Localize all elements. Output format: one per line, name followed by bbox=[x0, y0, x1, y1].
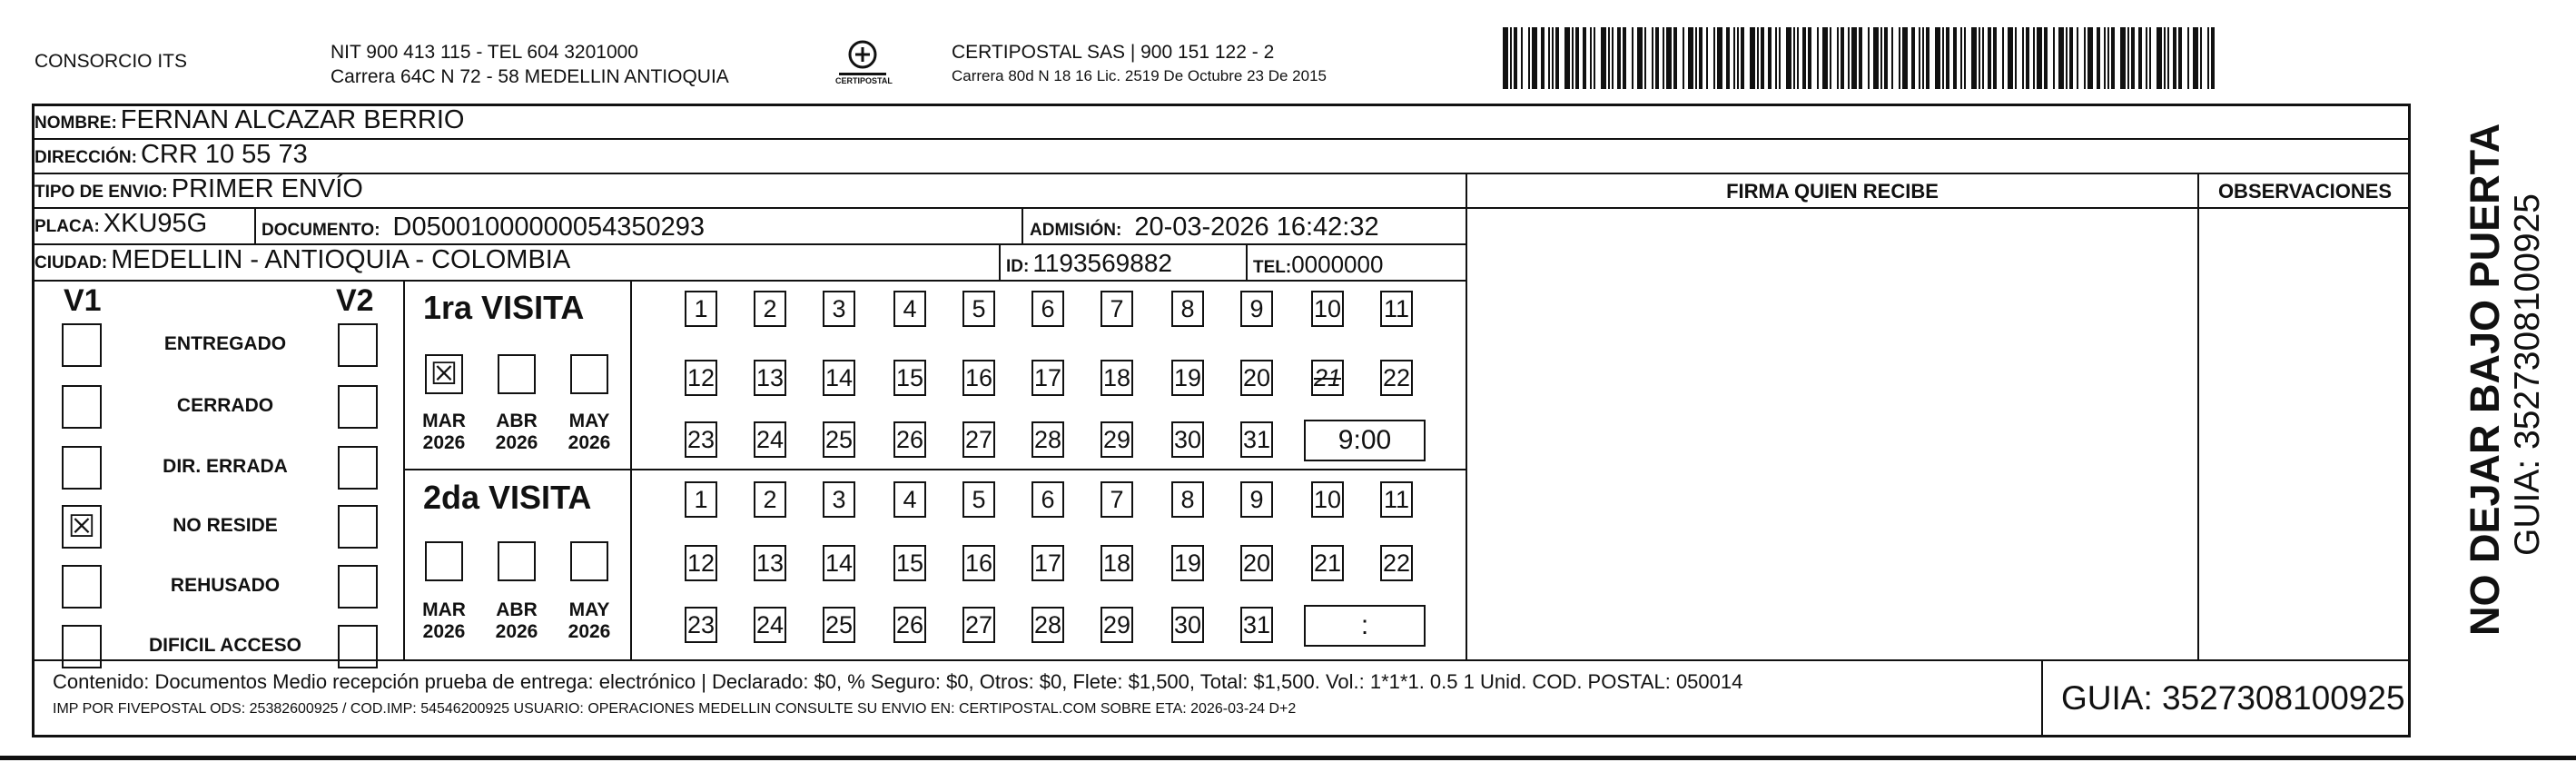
barcode-bar bbox=[1673, 27, 1677, 89]
day-box[interactable]: 7 bbox=[1100, 291, 1133, 327]
direccion-label: DIRECCIÓN: bbox=[35, 148, 137, 167]
barcode-bar bbox=[1797, 27, 1799, 89]
day-box[interactable]: 24 bbox=[754, 607, 786, 643]
day-box[interactable]: 28 bbox=[1031, 421, 1064, 458]
month-year: 2026 bbox=[568, 432, 611, 453]
day-box[interactable]: 1 bbox=[685, 291, 717, 327]
row-nombre bbox=[35, 105, 2411, 140]
day-box[interactable]: 20 bbox=[1240, 545, 1273, 581]
tel-field bbox=[1253, 251, 1383, 279]
barcode-bar bbox=[2008, 27, 2013, 89]
barcode-bar bbox=[2167, 27, 2169, 89]
divider bbox=[630, 282, 632, 659]
divider bbox=[2041, 659, 2043, 736]
barcode-bar bbox=[1683, 27, 1684, 89]
barcode-bar bbox=[1637, 27, 1643, 89]
placa-value: XKU95G bbox=[103, 209, 208, 238]
barcode-bar bbox=[1741, 27, 1744, 89]
barcode-bar bbox=[2058, 27, 2064, 89]
nombre-label: NOMBRE: bbox=[35, 114, 117, 133]
month-name: MAY bbox=[568, 599, 610, 620]
day-box[interactable]: 22 bbox=[1380, 360, 1413, 396]
barcode-bar bbox=[2157, 27, 2162, 89]
day-box[interactable]: 23 bbox=[685, 607, 717, 643]
barcode-bar bbox=[1750, 27, 1755, 89]
barcode-bar bbox=[1617, 27, 1621, 89]
barcode-bar bbox=[1964, 27, 1966, 89]
checkbox-v2[interactable] bbox=[338, 446, 378, 490]
barcode-bar bbox=[1817, 27, 1819, 89]
barcode-bar bbox=[2131, 27, 2135, 89]
barcode-bar bbox=[1779, 27, 1781, 89]
row-direccion bbox=[35, 140, 2411, 174]
tipo-value: PRIMER ENVÍO bbox=[171, 174, 363, 203]
day-box[interactable]: 18 bbox=[1100, 545, 1133, 581]
month-checkbox-may[interactable] bbox=[570, 354, 608, 394]
barcode-bar bbox=[2138, 27, 2142, 89]
divider bbox=[405, 469, 1466, 470]
day-box[interactable]: 5 bbox=[962, 481, 995, 518]
barcode-bar bbox=[1841, 27, 1844, 89]
barcode-bar bbox=[2053, 27, 2055, 89]
barcode-bar bbox=[1552, 27, 1554, 89]
month-year: 2026 bbox=[495, 621, 538, 642]
day-box[interactable]: 21 bbox=[1311, 360, 1344, 396]
barcode-bar bbox=[2120, 27, 2126, 89]
checkbox-v2[interactable] bbox=[338, 625, 378, 668]
guia-footer: GUIA: 3527308100925 bbox=[2061, 679, 2405, 717]
barcode-bar bbox=[2066, 27, 2068, 89]
barcode-bar bbox=[1521, 27, 1523, 89]
day-box[interactable]: 31 bbox=[1240, 421, 1273, 458]
barcode-bar bbox=[1935, 27, 1940, 89]
reason-label: REHUSADO bbox=[170, 575, 281, 596]
day-box[interactable]: 15 bbox=[893, 360, 926, 396]
checkbox-v1[interactable] bbox=[62, 446, 102, 490]
barcode-bar bbox=[1884, 27, 1888, 89]
day-box[interactable]: 10 bbox=[1311, 481, 1344, 518]
day-box[interactable]: 9 bbox=[1240, 291, 1273, 327]
reason-label: NO RESIDE bbox=[173, 515, 278, 536]
barcode-bar bbox=[2104, 27, 2106, 89]
barcode-bar bbox=[1644, 27, 1646, 89]
month-name: ABR bbox=[496, 411, 538, 431]
day-box[interactable]: 27 bbox=[962, 607, 995, 643]
tel-value: 0000000 bbox=[1291, 251, 1384, 278]
barcode-bar bbox=[2002, 27, 2004, 89]
day-box[interactable]: 2 bbox=[754, 481, 786, 518]
day-box[interactable]: 4 bbox=[893, 481, 926, 518]
barcode-bar bbox=[2187, 27, 2189, 89]
barcode-bar bbox=[1541, 27, 1545, 89]
barcode-bar bbox=[2033, 27, 2035, 89]
checkbox-v2[interactable] bbox=[338, 323, 378, 367]
barcode-bar bbox=[2146, 27, 2147, 89]
day-box[interactable]: 6 bbox=[1031, 291, 1064, 327]
checkbox-v1[interactable] bbox=[62, 505, 102, 549]
barcode-bar bbox=[1891, 27, 1893, 89]
barcode-bar bbox=[1594, 27, 1595, 89]
day-box[interactable]: 22 bbox=[1380, 545, 1413, 581]
placa-label: PLACA: bbox=[35, 217, 100, 236]
admision-value: 20-03-2026 16:42:32 bbox=[1134, 213, 1379, 242]
barcode-bar bbox=[1922, 27, 1924, 89]
barcode-bar bbox=[1786, 27, 1791, 89]
barcode-bar bbox=[2207, 27, 2209, 89]
month-checkbox-mar[interactable] bbox=[425, 541, 463, 581]
barcode-bar bbox=[1768, 27, 1772, 89]
day-box[interactable]: 19 bbox=[1171, 545, 1204, 581]
direccion-value: CRR 10 55 73 bbox=[140, 140, 308, 169]
barcode-bar bbox=[2069, 27, 2073, 89]
barcode-bar bbox=[1822, 27, 1828, 89]
barcode-bar bbox=[1873, 27, 1879, 89]
checkbox-v1[interactable] bbox=[62, 565, 102, 609]
month-year: 2026 bbox=[422, 621, 466, 642]
day-box[interactable]: 9 bbox=[1240, 481, 1273, 518]
barcode-bar bbox=[2111, 27, 2115, 89]
barcode-bar bbox=[2037, 27, 2042, 89]
day-box[interactable]: 20 bbox=[1240, 360, 1273, 396]
barcode-bar bbox=[2087, 27, 2093, 89]
barcode-bar bbox=[2164, 27, 2166, 89]
month-name: MAR bbox=[422, 599, 466, 620]
second-visit-label: 2da VISITA bbox=[423, 479, 592, 516]
bottom-rule bbox=[0, 756, 2576, 760]
barcode-bar bbox=[1612, 27, 1614, 89]
barcode-bar bbox=[1851, 27, 1857, 89]
ciudad-value: MEDELLIN - ANTIOQUIA - COLOMBIA bbox=[111, 245, 571, 274]
day-box[interactable]: 30 bbox=[1171, 421, 1204, 458]
address-line: Carrera 64C N 72 - 58 MEDELLIN ANTIOQUIA bbox=[331, 66, 729, 87]
barcode-bar bbox=[1946, 27, 1949, 89]
barcode-bar bbox=[1699, 27, 1703, 89]
barcode-bar bbox=[2127, 27, 2129, 89]
certipostal-logo bbox=[834, 35, 892, 93]
barcode-bar bbox=[1899, 27, 1900, 89]
v1-header: V1 bbox=[64, 283, 102, 318]
day-box[interactable]: 11 bbox=[1380, 481, 1413, 518]
barcode-bar bbox=[1793, 27, 1795, 89]
day-box[interactable]: 14 bbox=[823, 545, 855, 581]
admision-field bbox=[1030, 213, 1379, 242]
documento-label: DOCUMENTO: bbox=[262, 221, 380, 240]
checkbox-v2[interactable] bbox=[338, 385, 378, 429]
barcode-bar bbox=[1830, 27, 1831, 89]
day-box[interactable]: 12 bbox=[685, 545, 717, 581]
checkbox-v2[interactable] bbox=[338, 505, 378, 549]
first-visit-label: 1ra VISITA bbox=[423, 289, 585, 326]
month-checkbox-mar[interactable] bbox=[425, 354, 463, 394]
month-checkbox-may[interactable] bbox=[570, 541, 608, 581]
id-field bbox=[1006, 249, 1172, 278]
barcode-bar bbox=[1859, 27, 1862, 89]
day-box[interactable]: 27 bbox=[962, 421, 995, 458]
month-year: 2026 bbox=[422, 432, 466, 453]
barcode-bar bbox=[1528, 27, 1530, 89]
day-box[interactable]: 3 bbox=[823, 291, 855, 327]
barcode-bar bbox=[1548, 27, 1550, 89]
divider bbox=[1246, 245, 1248, 282]
reason-label: CERRADO bbox=[176, 395, 274, 416]
admision-label: ADMISIÓN: bbox=[1030, 221, 1122, 240]
day-box[interactable]: 4 bbox=[893, 291, 926, 327]
guia-side: GUIA: 3527308100925 bbox=[2508, 193, 2547, 556]
month-label bbox=[417, 411, 471, 454]
checkbox-v1[interactable] bbox=[62, 385, 102, 429]
day-box[interactable]: 23 bbox=[685, 421, 717, 458]
barcode-bar bbox=[1942, 27, 1944, 89]
barcode-bar bbox=[1911, 27, 1915, 89]
documento-field bbox=[262, 213, 705, 242]
barcode-bar bbox=[2173, 27, 2176, 89]
barcode-bar bbox=[1757, 27, 1759, 89]
day-box[interactable]: 25 bbox=[823, 607, 855, 643]
observaciones-label: OBSERVACIONES bbox=[2217, 180, 2393, 203]
license-line: Carrera 80d N 18 16 Lic. 2519 De Octubre 23 De 2015 bbox=[952, 67, 1327, 84]
day-box[interactable]: 15 bbox=[893, 545, 926, 581]
nombre-value: FERNAN ALCAZAR BERRIO bbox=[120, 105, 465, 134]
barcode-bar bbox=[1688, 27, 1693, 89]
barcode-bar bbox=[2149, 27, 2151, 89]
tel-label: TEL: bbox=[1253, 258, 1292, 277]
day-box[interactable]: 16 bbox=[962, 360, 995, 396]
barcode-bar bbox=[2211, 27, 2215, 89]
checkbox-v1[interactable] bbox=[62, 625, 102, 668]
barcode-bar bbox=[2200, 27, 2202, 89]
barcode-bar bbox=[1652, 27, 1653, 89]
day-box[interactable]: 25 bbox=[823, 421, 855, 458]
barcode-bar bbox=[1575, 27, 1579, 89]
barcode-bar bbox=[1808, 27, 1811, 89]
contenido-line: Contenido: Documentos Medio recepción prueba de entrega: electrónico | Declarado: $0, % Seguro: $0, Otros: $0, Flete: $1,500, Total: $1,500. Vol.: 1*1*1. 0.5 1 Unid. COD. POSTAL: 050014 bbox=[53, 670, 1743, 693]
row-tipo bbox=[35, 174, 1466, 209]
barcode-bar bbox=[2097, 27, 2100, 89]
barcode-bar bbox=[1926, 27, 1930, 89]
day-box[interactable]: 31 bbox=[1240, 607, 1273, 643]
time-box[interactable]: : bbox=[1304, 605, 1426, 647]
barcode-bar bbox=[2178, 27, 2182, 89]
check-mark-icon: ☒ bbox=[67, 509, 96, 545]
barcode-bar bbox=[1632, 27, 1633, 89]
id-value: 1193569882 bbox=[1032, 249, 1172, 277]
day-box[interactable]: 26 bbox=[893, 421, 926, 458]
ciudad-label: CIUDAD: bbox=[35, 253, 108, 272]
checkbox-v2[interactable] bbox=[338, 565, 378, 609]
v2-header: V2 bbox=[336, 283, 374, 318]
barcode-bar bbox=[1717, 27, 1722, 89]
barcode-bar bbox=[2084, 27, 2086, 89]
reason-label: DIR. ERRADA bbox=[163, 456, 288, 477]
logo-text: CERTIPOSTAL bbox=[835, 76, 893, 85]
time-box[interactable]: 9:00 bbox=[1304, 420, 1426, 461]
checkbox-v1[interactable] bbox=[62, 323, 102, 367]
id-label: ID: bbox=[1006, 257, 1030, 276]
barcode-bar bbox=[1848, 27, 1850, 89]
barcode-bar bbox=[1695, 27, 1697, 89]
barcode-bar bbox=[1960, 27, 1962, 89]
barcode-bar bbox=[1706, 27, 1708, 89]
barcode-bar bbox=[1564, 27, 1570, 89]
barcode-bar bbox=[2077, 27, 2078, 89]
nit-line: NIT 900 413 115 - TEL 604 3201000 bbox=[331, 42, 638, 63]
certipostal-line: CERTIPOSTAL SAS | 900 151 122 - 2 bbox=[952, 42, 1275, 63]
barcode-bar bbox=[1503, 27, 1508, 89]
barcode-bar bbox=[1802, 27, 1806, 89]
barcode-bar bbox=[1837, 27, 1839, 89]
day-box[interactable]: 28 bbox=[1031, 607, 1064, 643]
day-box[interactable]: 1 bbox=[685, 481, 717, 518]
month-name: ABR bbox=[496, 599, 538, 620]
month-checkbox-abr[interactable] bbox=[498, 354, 536, 394]
day-box[interactable]: 8 bbox=[1171, 481, 1204, 518]
month-label bbox=[489, 411, 544, 454]
day-box[interactable]: 29 bbox=[1100, 607, 1133, 643]
barcode bbox=[1503, 27, 2222, 89]
divider bbox=[254, 209, 256, 245]
barcode-bar bbox=[2015, 27, 2017, 89]
barcode-bar bbox=[1979, 27, 1980, 89]
day-box[interactable]: 13 bbox=[754, 545, 786, 581]
day-box[interactable]: 5 bbox=[962, 291, 995, 327]
barcode-bar bbox=[1880, 27, 1882, 89]
barcode-bar bbox=[1555, 27, 1559, 89]
day-box[interactable]: 19 bbox=[1171, 360, 1204, 396]
tipo-label: TIPO DE ENVIO: bbox=[35, 183, 168, 202]
barcode-bar bbox=[1713, 27, 1715, 89]
month-checkbox-abr[interactable] bbox=[498, 541, 536, 581]
barcode-bar bbox=[1919, 27, 1920, 89]
day-box[interactable]: 29 bbox=[1100, 421, 1133, 458]
month-label bbox=[489, 599, 544, 643]
day-box[interactable]: 24 bbox=[754, 421, 786, 458]
barcode-bar bbox=[2193, 27, 2198, 89]
barcode-bar bbox=[1608, 27, 1610, 89]
barcode-bar bbox=[1868, 27, 1870, 89]
month-label bbox=[562, 411, 617, 454]
barcode-bar bbox=[1532, 27, 1537, 89]
divider bbox=[403, 282, 405, 659]
barcode-bar bbox=[1655, 27, 1659, 89]
day-box[interactable]: 2 bbox=[754, 291, 786, 327]
barcode-bar bbox=[1663, 27, 1664, 89]
day-box[interactable]: 30 bbox=[1171, 607, 1204, 643]
barcode-bar bbox=[1971, 27, 1977, 89]
day-box[interactable]: 8 bbox=[1171, 291, 1204, 327]
reason-label: DIFICIL ACCESO bbox=[148, 635, 301, 656]
no-dejar-text: NO DEJAR BAJO PUERTA bbox=[2462, 123, 2508, 636]
barcode-bar bbox=[1572, 27, 1574, 89]
barcode-bar bbox=[1988, 27, 1991, 89]
day-box[interactable]: 17 bbox=[1031, 360, 1064, 396]
barcode-bar bbox=[1953, 27, 1957, 89]
day-box[interactable]: 14 bbox=[823, 360, 855, 396]
divider bbox=[999, 245, 1001, 282]
barcode-bar bbox=[1733, 27, 1735, 89]
barcode-bar bbox=[1902, 27, 1908, 89]
day-box[interactable]: 7 bbox=[1100, 481, 1133, 518]
signature-area[interactable] bbox=[1467, 209, 2197, 659]
barcode-bar bbox=[2044, 27, 2048, 89]
day-box[interactable]: 18 bbox=[1100, 360, 1133, 396]
barcode-bar bbox=[1583, 27, 1586, 89]
barcode-bar bbox=[1510, 27, 1512, 89]
barcode-bar bbox=[1623, 27, 1626, 89]
day-box[interactable]: 6 bbox=[1031, 481, 1064, 518]
barcode-bar bbox=[1601, 27, 1606, 89]
observaciones-area[interactable] bbox=[2199, 209, 2411, 659]
day-box[interactable]: 10 bbox=[1311, 291, 1344, 327]
divider bbox=[35, 659, 2411, 661]
barcode-bar bbox=[2026, 27, 2029, 89]
barcode-bar bbox=[2022, 27, 2024, 89]
month-name: MAY bbox=[568, 411, 610, 431]
month-year: 2026 bbox=[568, 621, 611, 642]
day-box[interactable]: 21 bbox=[1311, 545, 1344, 581]
barcode-bar bbox=[1666, 27, 1672, 89]
barcode-bar bbox=[1982, 27, 1984, 89]
day-box[interactable]: 16 bbox=[962, 545, 995, 581]
day-box[interactable]: 13 bbox=[754, 360, 786, 396]
documento-value: D05001000000054350293 bbox=[392, 213, 706, 242]
barcode-bar bbox=[1590, 27, 1592, 89]
barcode-bar bbox=[2107, 27, 2109, 89]
barcode-bar bbox=[1993, 27, 1997, 89]
firma-label: FIRMA QUIEN RECIBE bbox=[1726, 180, 1939, 203]
imp-line: IMP POR FIVEPOSTAL ODS: 25382600925 / COD.IMP: 54546200925 USUARIO: OPERACIONES MEDELLIN CONSULTE SU ENVIO EN: CERTIPOSTAL.COM SOBRE ETA: 2026-03-24 D+2 bbox=[53, 701, 1297, 717]
month-name: MAR bbox=[422, 411, 466, 431]
day-box[interactable]: 12 bbox=[685, 360, 717, 396]
month-label bbox=[417, 599, 471, 643]
row-ciudad bbox=[35, 245, 1466, 282]
divider bbox=[1022, 209, 1023, 245]
month-label bbox=[562, 599, 617, 643]
day-box[interactable]: 3 bbox=[823, 481, 855, 518]
barcode-bar bbox=[1737, 27, 1739, 89]
month-year: 2026 bbox=[495, 432, 538, 453]
barcode-bar bbox=[1726, 27, 1730, 89]
reason-label: ENTREGADO bbox=[163, 333, 287, 354]
barcode-bar bbox=[1775, 27, 1777, 89]
day-box[interactable]: 11 bbox=[1380, 291, 1413, 327]
barcode-bar bbox=[1514, 27, 1517, 89]
company-name: CONSORCIO ITS bbox=[35, 51, 188, 72]
check-mark-icon: ☒ bbox=[429, 356, 459, 392]
day-box[interactable]: 26 bbox=[893, 607, 926, 643]
barcode-bar bbox=[1761, 27, 1764, 89]
day-box[interactable]: 17 bbox=[1031, 545, 1064, 581]
